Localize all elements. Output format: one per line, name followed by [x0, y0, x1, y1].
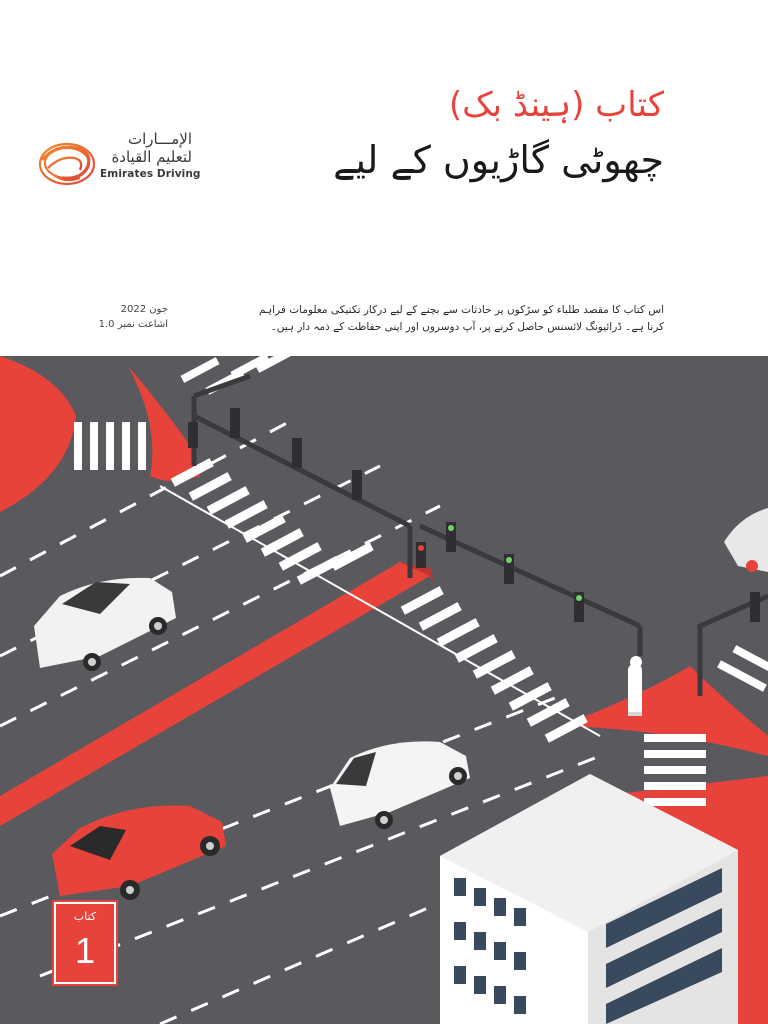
cover-header — [0, 0, 768, 356]
description-line1: اس کتاب کا مقصد طلباء کو سڑکوں پر حادثات سے بچنے کے لیے درکار تکنیکی معلومات فراہم — [259, 304, 664, 316]
book-number: 1 — [74, 930, 96, 971]
description-line2: کرنا ہے۔ ڈرائیونگ لائسنس حاصل کرنے پر، آپ دوسروں اور اپنی حفاظت کے ذمہ دار ہیں۔ — [270, 321, 664, 333]
logo-english: Emirates Driving — [100, 168, 201, 180]
title-small-vehicles: چھوٹی گاڑیوں کے لیے — [333, 138, 664, 182]
edition-number: اشاعت نمبر 1.0 — [98, 319, 168, 330]
logo-arabic-line1: الإمـــارات — [127, 130, 192, 148]
book-label: کتاب — [73, 910, 97, 923]
description — [234, 302, 664, 336]
logo-swirl-icon — [36, 130, 98, 192]
edition-info — [88, 302, 168, 332]
title-handbook: کتاب (ہینڈ بک) — [448, 85, 664, 125]
book-number-badge — [54, 902, 116, 984]
edition-date: جون 2022 — [120, 304, 168, 315]
emirates-driving-logo — [36, 128, 201, 194]
logo-arabic-line2: لتعليم القيادة — [111, 148, 192, 166]
